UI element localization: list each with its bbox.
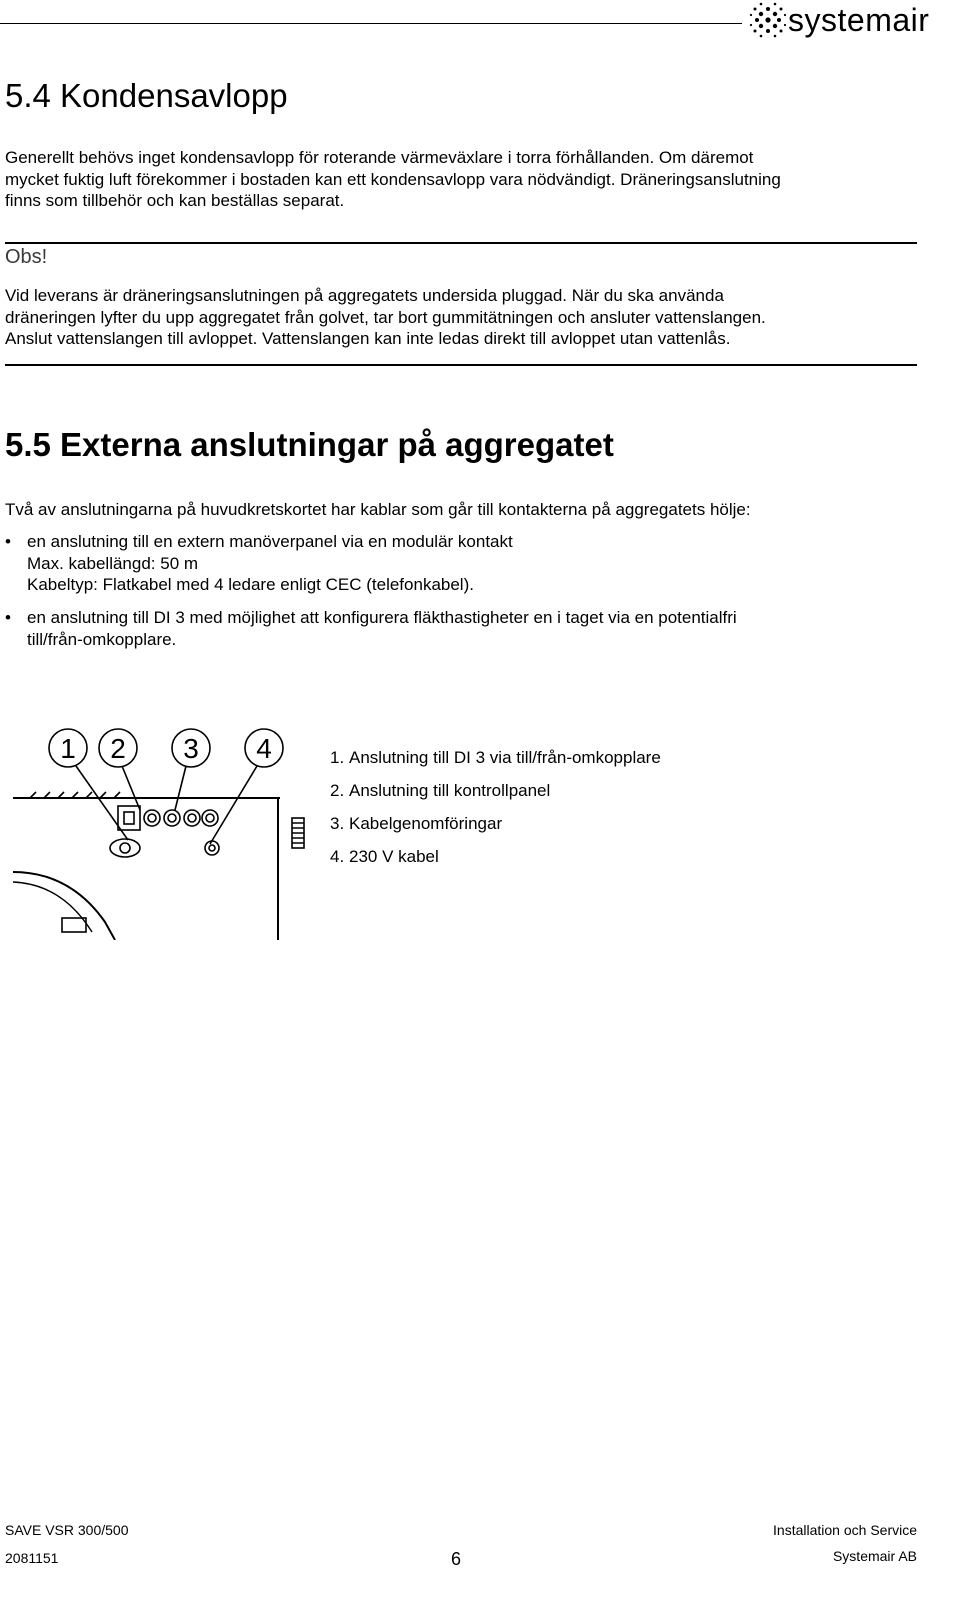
obs-label: Obs! bbox=[5, 246, 48, 268]
legend-text: Anslutning till DI 3 via till/från-omkopplare bbox=[349, 748, 661, 767]
legend-item-4 bbox=[330, 846, 439, 868]
legend-number: 3. bbox=[330, 814, 345, 833]
footer-model: SAVE VSR 300/500 bbox=[5, 1522, 129, 1538]
text-line: Vid leverans är dräneringsanslutningen på aggregatets undersida pluggad. När du ska använda bbox=[5, 286, 724, 305]
legend-item-1 bbox=[330, 747, 661, 769]
legend-item-3 bbox=[330, 813, 502, 835]
legend-item-2 bbox=[330, 780, 550, 802]
footer-doc-number: 2081151 bbox=[5, 1550, 59, 1566]
note-bottom-rule bbox=[5, 364, 917, 366]
text-line: mycket fuktig luft förekommer i bostaden kan ett kondensavlopp vara nödvändigt. Dräneringsanslutning bbox=[5, 169, 781, 189]
connections-diagram bbox=[10, 722, 310, 940]
section-title-externa-anslutningar: 5.5 Externa anslutningar på aggregatet bbox=[5, 426, 614, 463]
footer-company: Systemair AB bbox=[832, 1548, 917, 1564]
text-line: en anslutning till DI 3 med möjlighet att konfigurera fläkthastigheter en i taget via en potentialfri bbox=[27, 608, 737, 627]
section-title-kondensavlopp: 5.4 Kondensavlopp bbox=[5, 77, 288, 114]
text-line: finns som tillbehör och kan beställas separat. bbox=[5, 191, 345, 210]
section-intro: Två av anslutningarna på huvudkretskortet har kablar som går till kontakterna på aggregatets hölje: bbox=[5, 500, 751, 519]
legend-number: 2. bbox=[330, 781, 345, 800]
bullet-icon: • bbox=[5, 532, 11, 551]
legend-number: 1. bbox=[330, 748, 345, 767]
page-number: 6 bbox=[451, 1549, 462, 1569]
text-line: Kabeltyp: Flatkabel med 4 ledare enligt CEC (telefonkabel). bbox=[27, 575, 474, 594]
text-line: Generellt behövs inget kondensavlopp för roterande värmeväxlare i torra förhållanden. Om däremot bbox=[5, 148, 754, 167]
callout-2: 2 bbox=[110, 733, 126, 764]
callout-1: 1 bbox=[60, 733, 76, 764]
intro-paragraph bbox=[5, 147, 905, 212]
note-paragraph bbox=[5, 285, 920, 350]
header-rule bbox=[0, 23, 742, 24]
callout-4: 4 bbox=[256, 733, 272, 764]
note-top-rule bbox=[5, 242, 917, 244]
brand-name: systemair bbox=[788, 2, 930, 38]
legend-number: 4. bbox=[330, 847, 345, 866]
text-line: Max. kabellängd: 50 m bbox=[27, 553, 199, 573]
text-line: en anslutning till en extern manöverpanel via en modulär kontakt bbox=[27, 532, 513, 551]
text-line: till/från-omkopplare. bbox=[27, 629, 177, 649]
legend-text: Anslutning till kontrollpanel bbox=[349, 781, 551, 800]
callout-3: 3 bbox=[183, 733, 199, 764]
text-line: dräneringen lyfter du upp aggregatet från golvet, tar bort gummitätningen och ansluter vattenslangen. bbox=[5, 307, 766, 327]
legend-text: Kabelgenomföringar bbox=[349, 814, 503, 833]
footer-doc-type: Installation och Service bbox=[773, 1522, 917, 1538]
legend-text: 230 V kabel bbox=[349, 847, 439, 866]
bullet-icon: • bbox=[5, 608, 11, 627]
text-line: Anslut vattenslangen till avloppet. Vattenslangen kan inte ledas direkt till avloppet utan vattenlås. bbox=[5, 329, 731, 348]
